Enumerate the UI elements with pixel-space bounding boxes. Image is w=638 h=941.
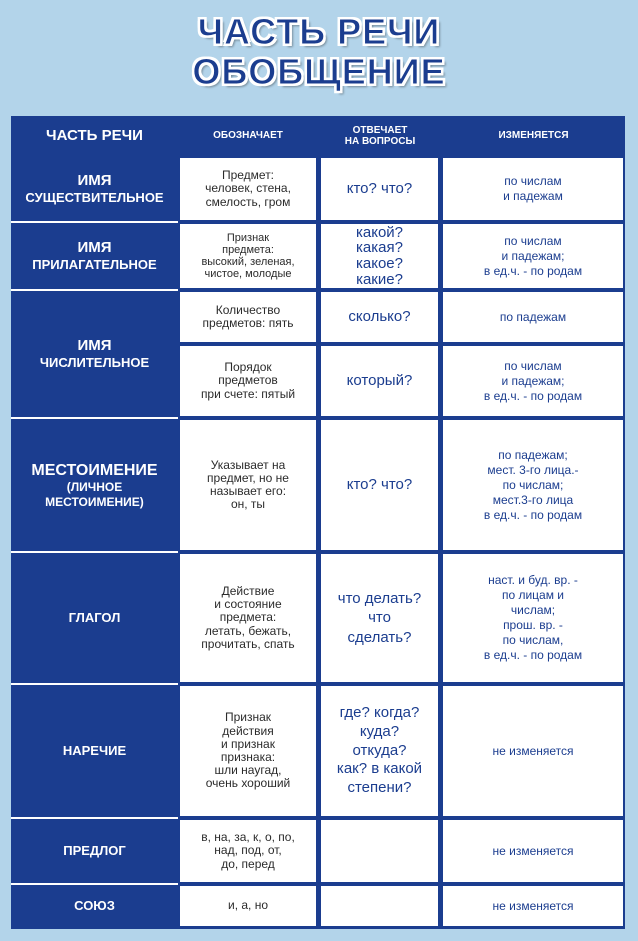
row-divider	[11, 221, 178, 223]
preposition-means: в, на, за, к, о, по, над, под, от, до, перед	[180, 820, 316, 882]
parts-of-speech-table	[11, 116, 625, 929]
row-name-conjunction	[11, 886, 178, 926]
poster-title-line1: ЧАСТЬ РЕЧИ	[197, 11, 441, 52]
row-name-numeral	[11, 292, 178, 416]
adjective-questions: какой? какая? какое? какие?	[321, 224, 438, 288]
adverb-means: Признак действия и признак признака: шли наугад, очень хороший	[180, 686, 316, 816]
noun-name-big: ИМЯ	[77, 172, 112, 190]
row-divider	[11, 289, 178, 291]
verb-changes: наст. и буд. вр. - по лицам и числам; прош. вр. - по числам, в ед.ч. - по родам	[443, 554, 623, 682]
conjunction-means: и, а, но	[180, 886, 316, 926]
adjective-means: Признак предмета: высокий, зеленая, чистое, молодые	[180, 224, 316, 288]
numeral-cardinal-changes: по падежам	[443, 292, 623, 342]
numeral-name-big: ИМЯ	[77, 337, 112, 355]
adverb-name: НАРЕЧИЕ	[62, 743, 127, 759]
preposition-changes: не изменяется	[443, 820, 623, 882]
numeral-cardinal-questions: сколько?	[321, 292, 438, 342]
noun-name-small: СУЩЕСТВИТЕЛЬНОЕ	[25, 190, 164, 206]
preposition-name: ПРЕДЛОГ	[63, 843, 126, 859]
conjunction-changes: не изменяется	[443, 886, 623, 926]
pronoun-name-big: МЕСТОИМЕНИЕ	[31, 462, 158, 480]
row-name-adverb	[11, 686, 178, 816]
row-name-adjective	[11, 224, 178, 288]
numeral-ordinal-means: Порядок предметов при счете: пятый	[180, 346, 316, 416]
row-name-preposition	[11, 820, 178, 882]
adverb-questions: где? когда? куда? откуда? как? в какой степени?	[321, 686, 438, 816]
header-questions: ОТВЕЧАЕТ НА ВОПРОСЫ	[344, 124, 416, 147]
noun-changes: по числам и падежам	[443, 158, 623, 220]
conjunction-questions	[321, 886, 438, 926]
header-means: ОБОЗНАЧАЕТ	[213, 130, 283, 142]
noun-means: Предмет: человек, стена, смелость, гром	[180, 158, 316, 220]
verb-means: Действие и состояние предмета: летать, бежать, прочитать, спать	[180, 554, 316, 682]
row-name-noun	[11, 158, 178, 220]
numeral-cardinal-means: Количество предметов: пять	[180, 292, 316, 342]
row-name-pronoun	[11, 420, 178, 550]
row-divider	[11, 683, 178, 685]
pronoun-means: Указывает на предмет, но не называет его: он, ты	[180, 420, 316, 550]
adjective-name-small: ПРИЛАГАТЕЛЬНОЕ	[32, 257, 157, 273]
numeral-ordinal-changes: по числам и падежам; в ед.ч. - по родам	[443, 346, 623, 416]
row-divider	[11, 417, 178, 419]
noun-questions: кто? что?	[321, 158, 438, 220]
numeral-name-small: ЧИСЛИТЕЛЬНОЕ	[39, 355, 150, 371]
verb-name: ГЛАГОЛ	[68, 610, 121, 626]
row-name-verb	[11, 554, 178, 682]
verb-questions: что делать? что сделать?	[321, 554, 438, 682]
adverb-changes: не изменяется	[443, 686, 623, 816]
pronoun-questions: кто? что?	[321, 420, 438, 550]
pronoun-changes: по падежам; мест. 3-го лица.- по числам; мест.3-го лица в ед.ч. - по родам	[443, 420, 623, 550]
pronoun-name-small: (ЛИЧНОЕ МЕСТОИМЕНИЕ)	[45, 480, 144, 509]
conjunction-name: СОЮЗ	[74, 898, 115, 914]
numeral-ordinal-questions: который?	[321, 346, 438, 416]
adjective-name-big: ИМЯ	[77, 239, 112, 257]
adjective-changes: по числам и падежам; в ед.ч. - по родам	[443, 224, 623, 288]
header-changes: ИЗМЕНЯЕТСЯ	[498, 130, 569, 142]
header-part-of-speech: ЧАСТЬ РЕЧИ	[46, 127, 143, 145]
row-divider	[11, 883, 178, 885]
poster-title-line2: ОБОБЩЕНИЕ	[192, 51, 446, 92]
row-divider	[11, 551, 178, 553]
preposition-questions	[321, 820, 438, 882]
row-divider	[11, 817, 178, 819]
